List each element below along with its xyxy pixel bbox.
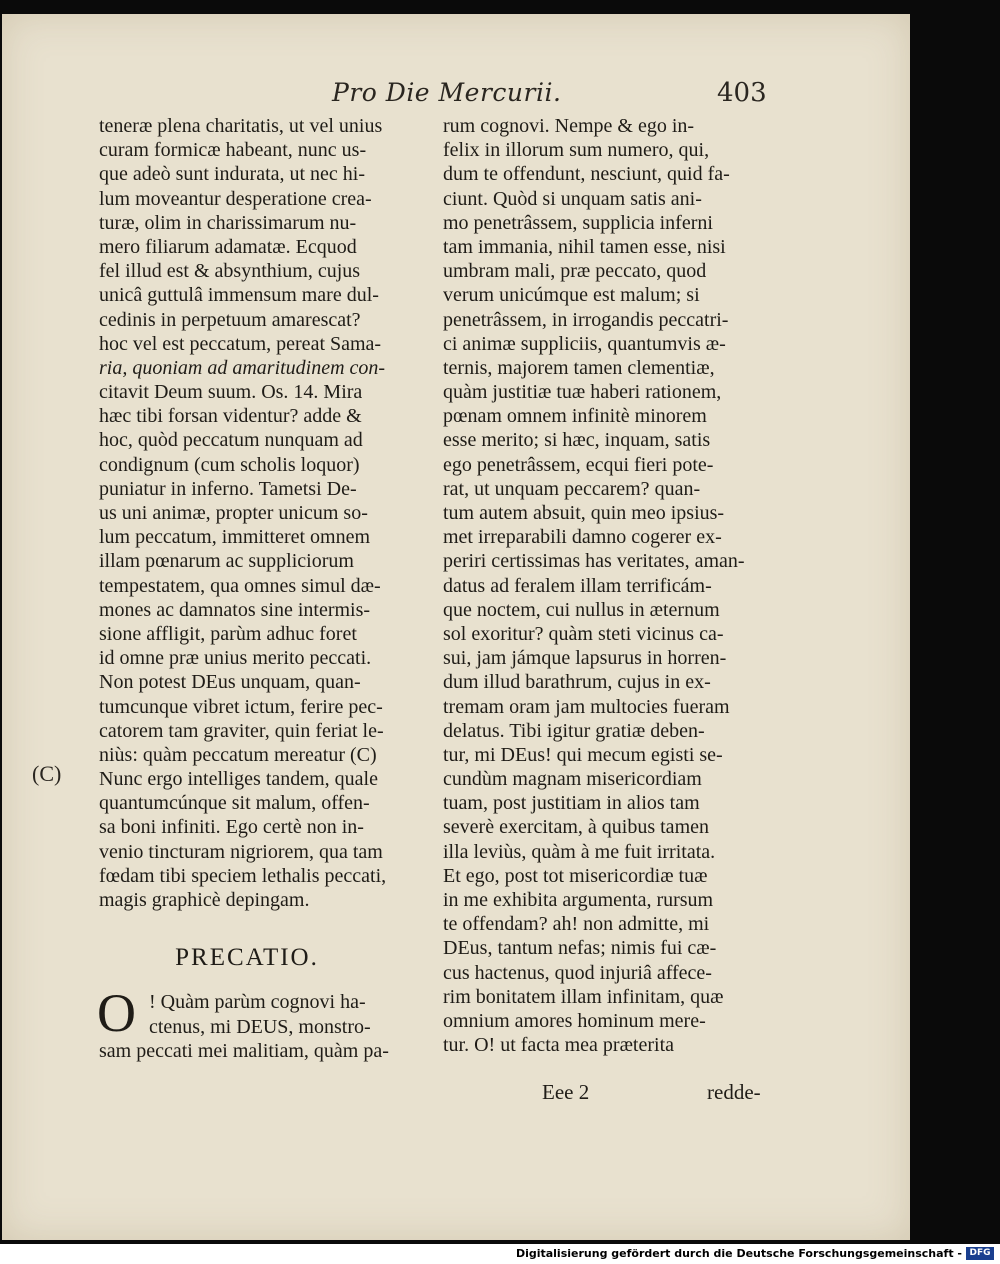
text-line: ! Quàm parùm cognovi ha- — [149, 991, 366, 1014]
text-line: cedinis in perpetuum amarescat? — [99, 308, 361, 331]
text-line: sui, jam jámque lapsurus in horren- — [443, 647, 727, 670]
text-line: citavit Deum suum. Os. 14. Mira — [99, 381, 363, 404]
text-line: severè exercitam, à quibus tamen — [443, 816, 709, 839]
text-line: sione affligit, parùm adhuc foret — [99, 622, 357, 645]
text-line: ciunt. Quòd si unquam satis ani- — [443, 187, 702, 210]
drop-cap: O — [97, 983, 136, 1044]
text-line: rum cognovi. Nempe & ego in- — [443, 115, 695, 137]
text-line: Nunc ergo intelliges tandem, quale — [99, 768, 378, 791]
text-line: condignum (cum scholis loquor) — [99, 453, 360, 476]
prayer-paragraph — [97, 983, 395, 1063]
text-line: rat, ut unquam peccarem? quan- — [443, 477, 701, 500]
text-line: verum unicúmque est malum; si — [443, 284, 700, 307]
text-line: rim bonitatem illam infinitam, quæ — [443, 985, 724, 1008]
text-line: omnium amores hominum mere- — [443, 1009, 706, 1032]
running-head: Pro Die Mercurii. — [332, 78, 562, 107]
right-column — [443, 114, 759, 1057]
catchword: redde- — [707, 1080, 761, 1104]
text-line: Et ego, post tot misericordiæ tuæ — [443, 864, 708, 887]
text-line: niùs: quàm peccatum mereatur (C) — [99, 743, 377, 766]
text-line: teneræ plena charitatis, ut vel unius — [99, 115, 383, 137]
text-line: dum illud barathrum, cujus in ex- — [443, 671, 711, 694]
signature-mark: Eee 2 — [542, 1080, 590, 1104]
digitization-footer — [0, 1244, 1000, 1264]
text-line: id omne præ unius merito peccati. — [99, 647, 372, 670]
text-line: quàm justitiæ tuæ haberi rationem, — [443, 381, 722, 404]
text-line: tum autem absuit, quin meo ipsius- — [443, 502, 725, 524]
text-line: turæ, olim in charissimarum nu- — [99, 211, 357, 234]
text-line: curam formicæ habeant, nunc us- — [99, 139, 367, 162]
text-line: Non potest DEus unquam, quan- — [99, 671, 361, 694]
text-line: tur, mi DEus! qui mecum egisti se- — [443, 743, 723, 766]
text-line: cundùm magnam misericordiam — [443, 768, 702, 791]
left-column — [99, 114, 395, 1063]
text-line: mones ac damnatos sine intermis- — [99, 598, 371, 621]
text-line: sam peccati mei malitiam, quàm pa- — [99, 1039, 389, 1062]
section-heading: PRECATIO. — [175, 944, 319, 972]
text-line: tumcunque vibret ictum, ferire pec- — [99, 695, 383, 718]
page-number: 403 — [717, 78, 767, 108]
text-line: felix in illorum sum numero, qui, — [443, 139, 710, 162]
text-line: lum moveantur desperatione crea- — [99, 187, 372, 210]
text-line: ci animæ suppliciis, quantumvis æ- — [443, 332, 726, 355]
text-line: que noctem, cui nullus in æternum — [443, 598, 720, 621]
text-line: unicâ guttulâ immensum mare dul- — [99, 284, 379, 307]
text-line: esse merito; si hæc, inquam, satis — [443, 429, 711, 452]
text-line: in me exhibita argumenta, rursum — [443, 889, 714, 911]
text-line: illa leviùs, quàm à me fuit irritata. — [443, 840, 716, 863]
text-line: met irreparabili damno cogerer ex- — [443, 526, 722, 549]
text-line: magis graphicè depingam. — [99, 889, 310, 911]
text-line: fel illud est & absynthium, cujus — [99, 260, 361, 283]
text-line: hoc vel est peccatum, pereat Sama- — [99, 332, 382, 355]
text-line: periri certissimas has veritates, aman- — [443, 550, 745, 573]
text-line: tur. O! ut facta mea præterita — [443, 1034, 675, 1057]
text-line: cus hactenus, quod injuriâ affece- — [443, 961, 712, 984]
text-line: quantumcúnque sit malum, offen- — [99, 792, 370, 815]
text-line: que adeò sunt indurata, ut nec hi- — [99, 163, 366, 186]
text-line: pœnam omnem infinitè minorem — [443, 405, 707, 428]
margin-note: (C) — [32, 761, 62, 786]
text-line: ternis, majorem tamen clementiæ, — [443, 356, 715, 379]
text-line: mero filiarum adamatæ. Ecquod — [99, 235, 357, 258]
page-header — [2, 78, 910, 114]
text-line: tuam, post justitiam in alios tam — [443, 792, 700, 815]
text-line: sol exoritur? quàm steti vicinus ca- — [443, 622, 724, 645]
text-line: tremam oram jam multocies fueram — [443, 695, 730, 718]
dfg-credit: Digitalisierung gefördert durch die Deutsche Forschungsgemeinschaft - — [515, 1247, 962, 1260]
text-line: illam pœnarum ac suppliciorum — [99, 550, 354, 573]
text-line: ego penetrâssem, ecqui fieri pote- — [443, 453, 714, 476]
text-line: hæc tibi forsan videntur? adde & — [99, 405, 362, 428]
text-line: penetrâssem, in irrogandis peccatri- — [443, 308, 729, 331]
text-line: delatus. Tibi igitur gratiæ deben- — [443, 719, 705, 742]
text-line: us uni animæ, propter unicum so- — [99, 502, 368, 524]
text-line: ctenus, mi DEUS, monstro- — [149, 1015, 371, 1038]
text-line: datus ad feralem illam terrificám- — [443, 574, 712, 597]
text-line: tempestatem, qua omnes simul dæ- — [99, 574, 381, 597]
text-line: puniatur in inferno. Tametsi De- — [99, 477, 357, 500]
text-line: sa boni infiniti. Ego certè non in- — [99, 816, 364, 839]
text-line: mo penetrâssem, supplicia inferni — [443, 211, 713, 234]
text-line: catorem tam graviter, quin feriat le- — [99, 719, 384, 742]
text-line: hoc, quòd peccatum nunquam ad — [99, 429, 363, 452]
text-line: dum te offendunt, nesciunt, quid fa- — [443, 163, 730, 186]
text-line: ria, quoniam ad amaritudinem con- — [99, 356, 386, 379]
text-line: umbram mali, præ peccato, quod — [443, 260, 707, 283]
dfg-logo-icon: DFG — [966, 1247, 994, 1260]
left-lines — [99, 114, 395, 912]
text-line: fœdam tibi speciem lethalis peccati, — [99, 864, 387, 887]
text-line: lum peccatum, immitteret omnem — [99, 526, 371, 549]
book-page — [2, 14, 910, 1240]
text-line: DEus, tantum nefas; nimis fui cæ- — [443, 937, 717, 960]
text-line: te offendam? ah! non admitte, mi — [443, 913, 710, 936]
text-line: tam immania, nihil tamen esse, nisi — [443, 235, 726, 258]
text-line: venio tincturam nigriorem, qua tam — [99, 840, 383, 863]
